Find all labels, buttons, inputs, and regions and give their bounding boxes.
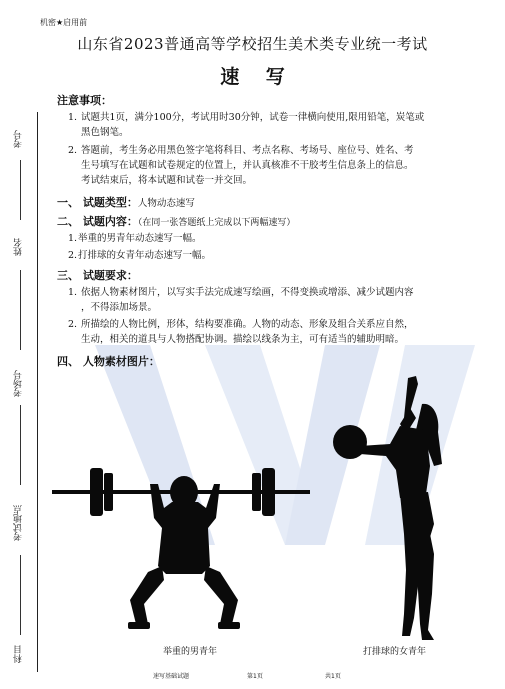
exam-subject-title: 速 写 — [220, 66, 295, 88]
section-requirements — [57, 267, 138, 283]
margin-rule — [20, 405, 21, 485]
section-number: 一、 — [57, 196, 79, 209]
section-note: （在同一张答题纸上完成以下两幅速写） — [137, 218, 296, 228]
section-label: 试题要求： — [82, 269, 138, 282]
margin-label-room-number: 考场号 — [14, 370, 24, 397]
section-question-type — [57, 194, 195, 210]
margin-label-name: 姓名 — [14, 238, 24, 256]
section-figure-materials — [57, 353, 160, 369]
section-number: 二、 — [57, 215, 79, 228]
margin-rule — [20, 555, 21, 635]
requirement-item-number: 2. — [68, 319, 78, 330]
margin-rule — [20, 270, 21, 350]
requirement-item-number: 1. — [68, 287, 78, 298]
binding-line — [37, 112, 38, 672]
section-question-content — [57, 213, 295, 229]
requirement-item-line: 所描绘的人物比例，形体，结构要准确。人物的动态、形象及组合关系应自然， — [81, 319, 414, 330]
volleyball-player-silhouette — [330, 374, 465, 642]
exam-title: 山东省2023普通高等学校招生美术类专业统一考试 — [77, 35, 428, 53]
right-figure-caption: 打排球的女青年 — [363, 647, 427, 657]
section-number: 三、 — [57, 269, 79, 282]
question-type-value: 人物动态速写 — [137, 198, 195, 209]
content-item-number: 1. — [68, 233, 78, 244]
notice-item-number: 2. — [68, 145, 78, 156]
footer-page-total: 共1页 — [325, 673, 341, 680]
weightlifter-silhouette — [52, 462, 312, 632]
section-label: 人物素材图片： — [82, 355, 160, 368]
footer-page-number: 第1页 — [247, 673, 263, 680]
margin-label-exam-number: 考号 — [14, 130, 24, 148]
section-label: 试题内容： — [82, 215, 138, 228]
margin-label-exam-location: 考试地点 — [14, 505, 24, 541]
requirement-item-line: 生动，相关的道具与人物搭配协调。描绘以线条为主，可有适当的辅助明暗。 — [81, 334, 405, 345]
notice-heading: 注意事项： — [57, 94, 112, 107]
notice-item-line: 考试结束后，将本试题和试卷一并交回。 — [81, 175, 253, 186]
content-item-text: 打排球的女青年动态速写一幅。 — [78, 250, 212, 261]
notice-item-line: 答题前，考生务必用黑色签字笔将科目、考点名称、考场号、座位号、姓名、考 — [81, 145, 414, 156]
content-item-number: 2. — [68, 250, 78, 261]
requirement-item-line: 依据人物素材图片，以写实手法完成速写绘画，不得变换或增添、减少试题内容 — [81, 287, 414, 298]
section-label: 试题类型： — [82, 196, 138, 209]
secret-mark: 机密★启用前 — [40, 18, 88, 27]
content-item-text: 举重的男青年动态速写一幅。 — [78, 233, 202, 244]
footer-test-name: 速写基础试题 — [153, 673, 190, 680]
left-figure-caption: 举重的男青年 — [163, 647, 218, 657]
margin-label-subject: 科目 — [14, 645, 24, 663]
requirement-item-line: ，不得添加场景。 — [81, 302, 158, 313]
notice-item-line: 试题共1页，满分100分，考试用时30分钟，试卷一律横向使用,限用铅笔，炭笔或 — [81, 112, 425, 123]
notice-item-line: 黑色钢笔。 — [81, 127, 129, 138]
section-number: 四、 — [57, 355, 79, 368]
margin-rule — [20, 160, 21, 220]
notice-item-number: 1. — [68, 112, 78, 123]
notice-item-line: 生号填写在试题和试卷规定的位置上，并认真核准不干胶考生信息条上的信息。 — [81, 160, 414, 171]
